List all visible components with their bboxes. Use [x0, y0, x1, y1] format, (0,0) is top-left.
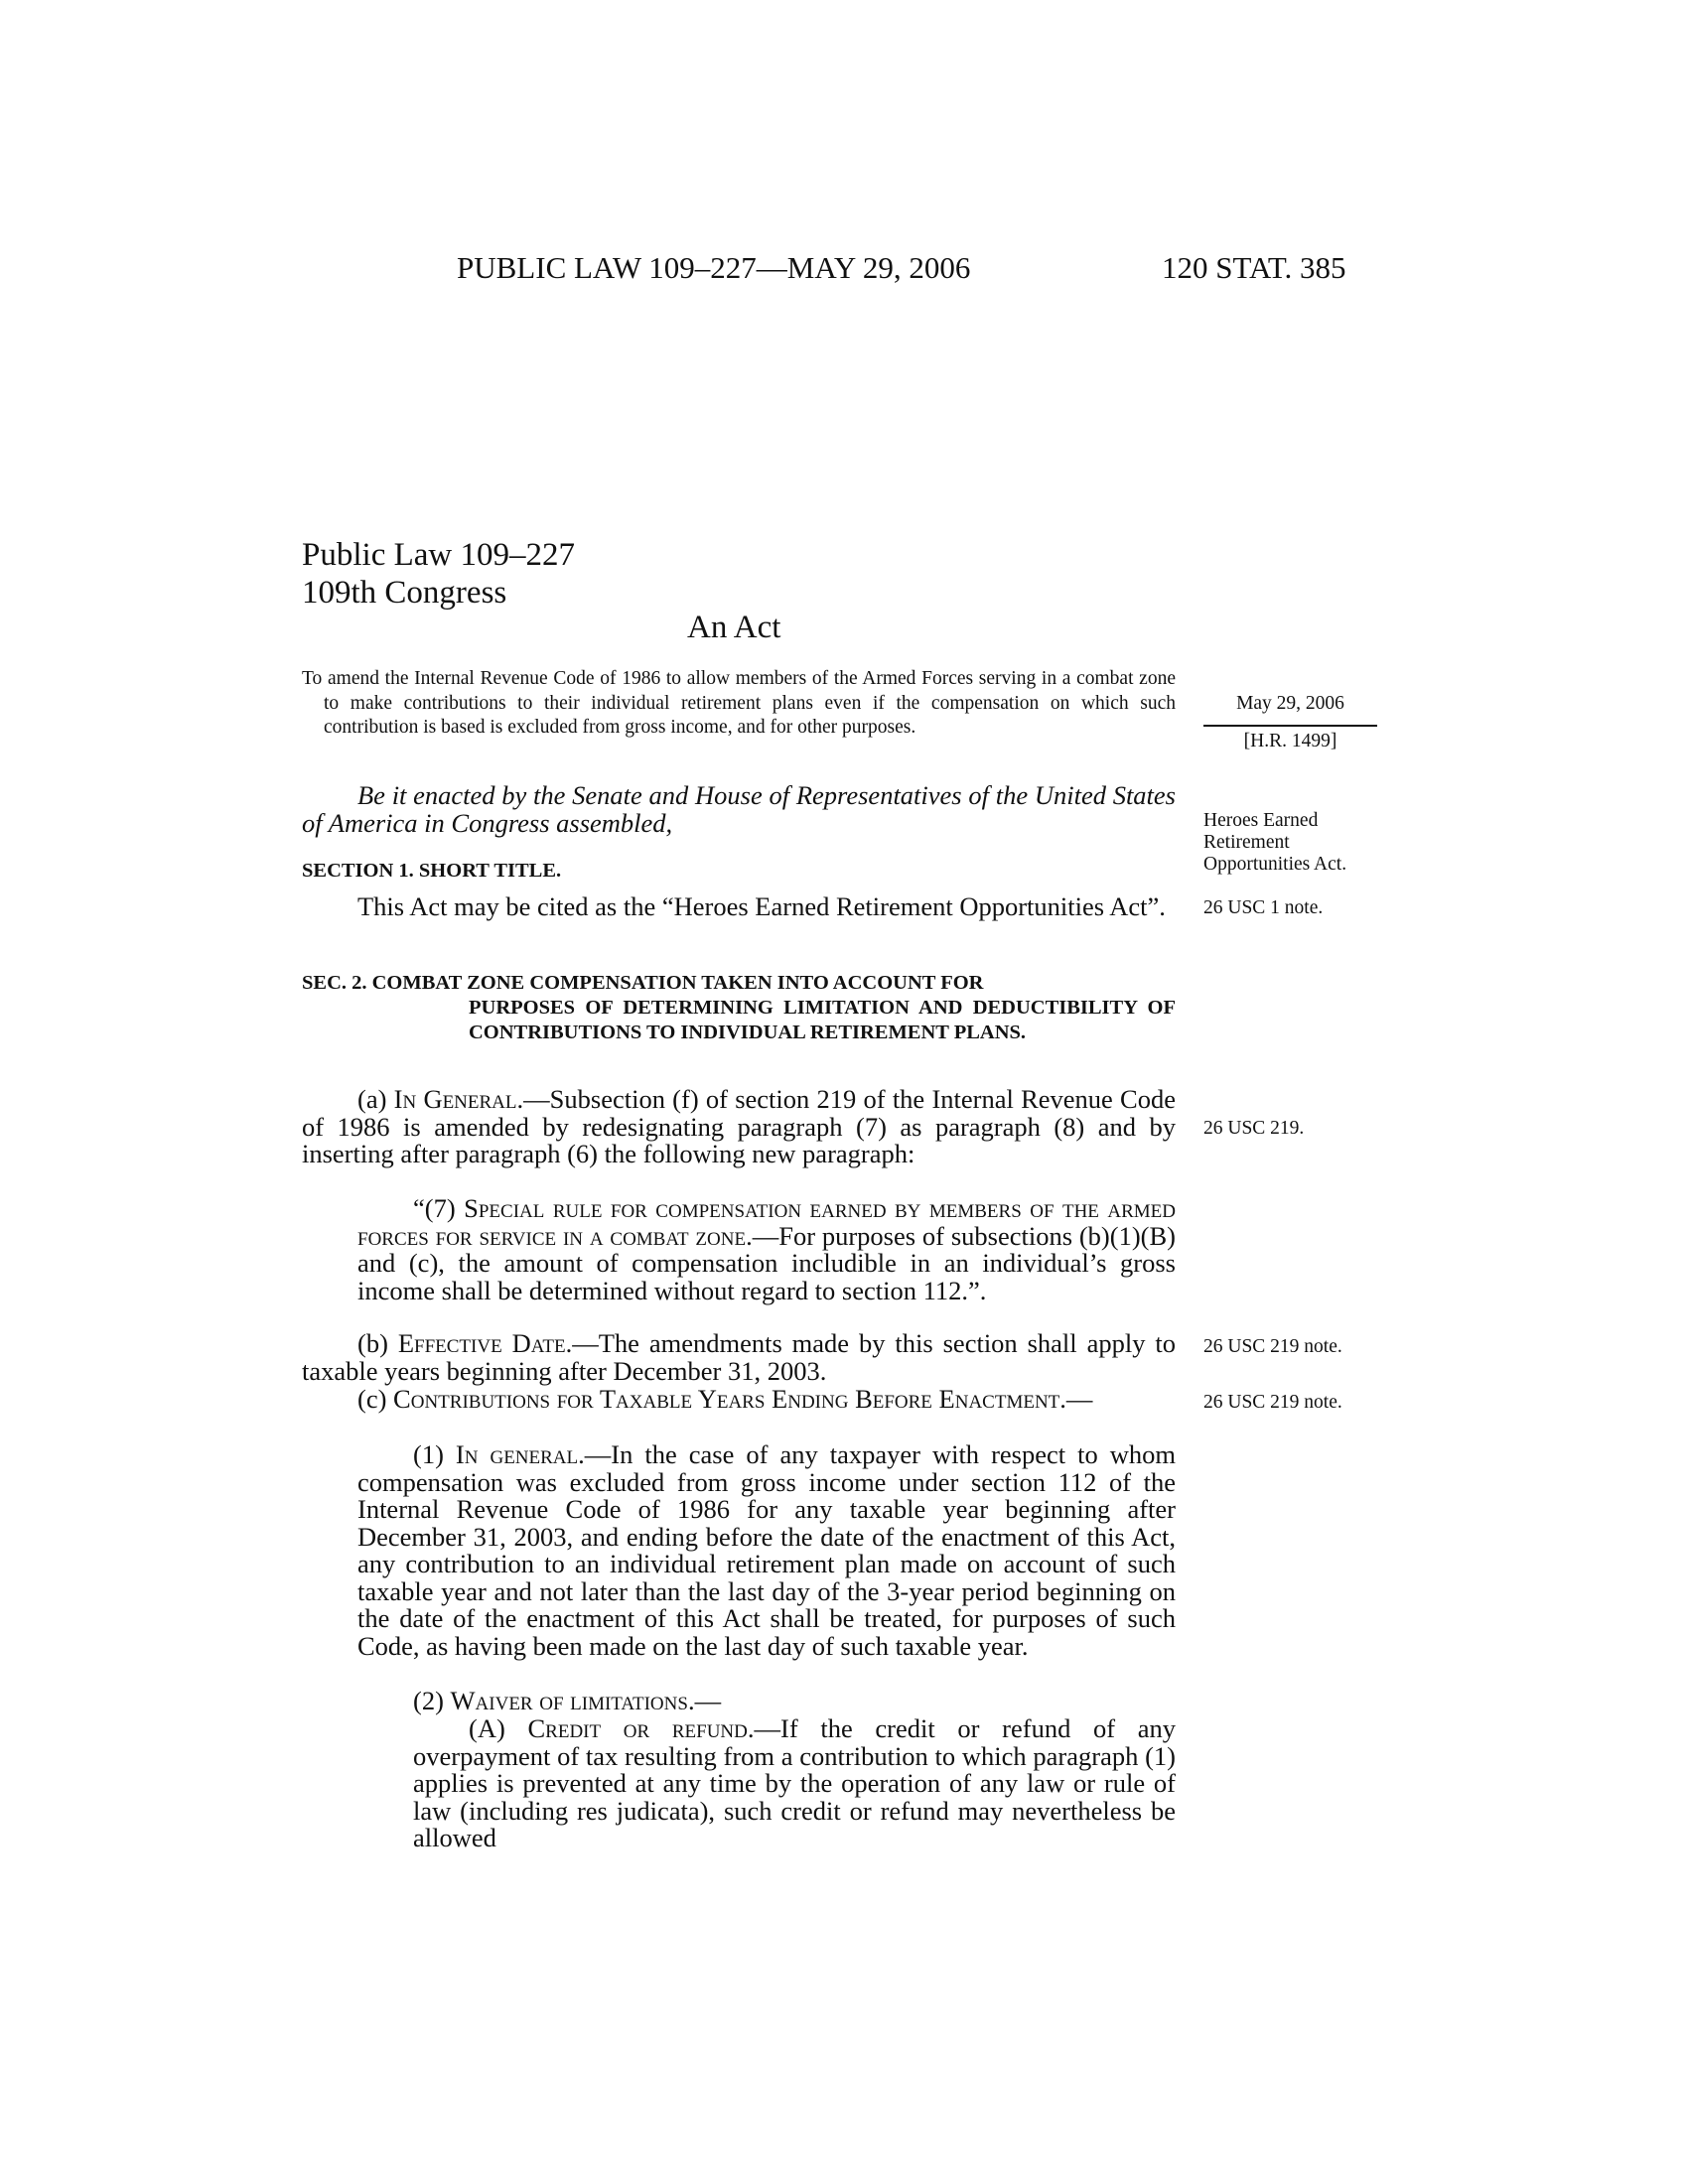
margin-short-title-cite: 26 USC 1 note. [1203, 897, 1324, 918]
subsection-a [302, 1086, 1176, 1168]
purpose-text: To amend the Internal Revenue Code of 1986 to allow members of the Armed Forces serving in a combat zone to make contributions to their individual retirement plans even if the compensation on which such contribution is based is excluded from gross income, and for other purposes. [302, 668, 1176, 738]
subsection-b-label: (b) [357, 1328, 398, 1358]
inserted-paragraph-7-body [302, 1195, 1176, 1304]
paragraph-7-label: “(7) [413, 1193, 465, 1223]
paragraph-c2-caption: Waiver of limitations [450, 1686, 688, 1715]
law-number: Public Law 109–227 [302, 537, 575, 573]
section-2-heading-continued: PURPOSES OF DETERMINING LIMITATION AND DEDUCTIBILITY OF CONTRIBUTIONS TO INDIVIDUAL RETIREMENT PLANS. [469, 997, 1176, 1043]
section-1-heading: SECTION 1. SHORT TITLE. [302, 860, 562, 882]
subsection-b-caption: Effective Date [397, 1328, 566, 1358]
subparagraph-c2a-caption: Credit or refund [527, 1713, 748, 1743]
margin-date: May 29, 2006 [1236, 693, 1344, 714]
act-heading: An Act [687, 610, 781, 645]
subsection-c-caption: Contributions for Taxable Years Ending Before Enactment [393, 1384, 1060, 1414]
margin-sec2-b-cite: 26 USC 219 note. [1203, 1336, 1342, 1357]
subparagraph-c2a [302, 1715, 1176, 1852]
section-1-text: This Act may be cited as the “Heroes Earned Retirement Opportunities Act”. [357, 891, 1166, 921]
paragraph-c2 [302, 1688, 1176, 1715]
margin-short-title: Heroes Earned Retirement Opportunities Act. [1203, 810, 1347, 875]
paragraph-c1-text: .—In the case of any taxpayer with respect to whom compensation was excluded from gross income under section 112 of the Internal Revenue Code of 1986 for any taxable year beginning after December 31, 2003, and ending before the date of the enactment of this Act, any contribution to an individual retirement plan made on account of such taxable year and not later than the last day of the 3-year period beginning on the date of the enactment of this Act shall be treated, for purposes of such Code, as having been made on the last day of such taxable year. [357, 1439, 1176, 1661]
subsection-b [302, 1330, 1176, 1385]
enacting-clause: Be it enacted by the Senate and House of Representatives of the United States of America in Congress assembled, [302, 780, 1176, 838]
paragraph-7-caption: Special rule for compensation earned by members of the armed forces for service in a combat zone [357, 1193, 1176, 1251]
statute-page-reference: 120 STAT. 385 [1162, 250, 1346, 285]
subsection-a-text: .—Subsection (f) of section 219 of the Internal Revenue Code of 1986 is amended by redesignating paragraph (7) as paragraph (8) and by inserting after paragraph (6) the following new paragraph: [302, 1084, 1176, 1168]
running-title: PUBLIC LAW 109–227—MAY 29, 2006 [457, 250, 971, 285]
margin-sec2-a-cite: 26 USC 219. [1203, 1118, 1305, 1139]
paragraph-c1 [302, 1441, 1176, 1660]
subparagraph-c2a-label: (A) [469, 1713, 528, 1743]
subsection-a-caption: In General [393, 1084, 517, 1114]
paragraph-c1-caption: In general [455, 1439, 579, 1469]
paragraph-c2-text: .— [687, 1686, 722, 1715]
margin-bill-number: [H.R. 1499] [1243, 731, 1337, 751]
paragraph-7-text: .—For purposes of subsections (b)(1)(B) and (c), the amount of compensation includible in an individual’s gross income shall be determined without regard to section 112.”. [357, 1220, 1176, 1305]
subsection-b-text: .—The amendments made by this section shall apply to taxable years beginning after December 31, 2003. [302, 1328, 1176, 1386]
congress-number: 109th Congress [302, 575, 507, 611]
paragraph-c2-label: (2) [413, 1686, 451, 1715]
margin-sec2-c-cite: 26 USC 219 note. [1203, 1392, 1342, 1413]
subsection-c [302, 1386, 1176, 1414]
subsection-c-text: .— [1059, 1384, 1093, 1414]
paragraph-c1-label: (1) [413, 1439, 456, 1469]
act-purpose [302, 667, 1176, 741]
margin-date-rule [1203, 725, 1377, 727]
section-2-heading: SEC. 2. COMBAT ZONE COMPENSATION TAKEN INTO ACCOUNT FOR [302, 972, 984, 994]
subparagraph-c2a-text: .—If the credit or refund of any overpayment of tax resulting from a contribution to which paragraph (1) applies is prevented at any time by the operation of any law or rule of law (including res judicata), such credit or refund may nevertheless be allowed [413, 1713, 1177, 1852]
subsection-c-label: (c) [357, 1384, 394, 1414]
subsection-a-label: (a) [357, 1084, 394, 1114]
